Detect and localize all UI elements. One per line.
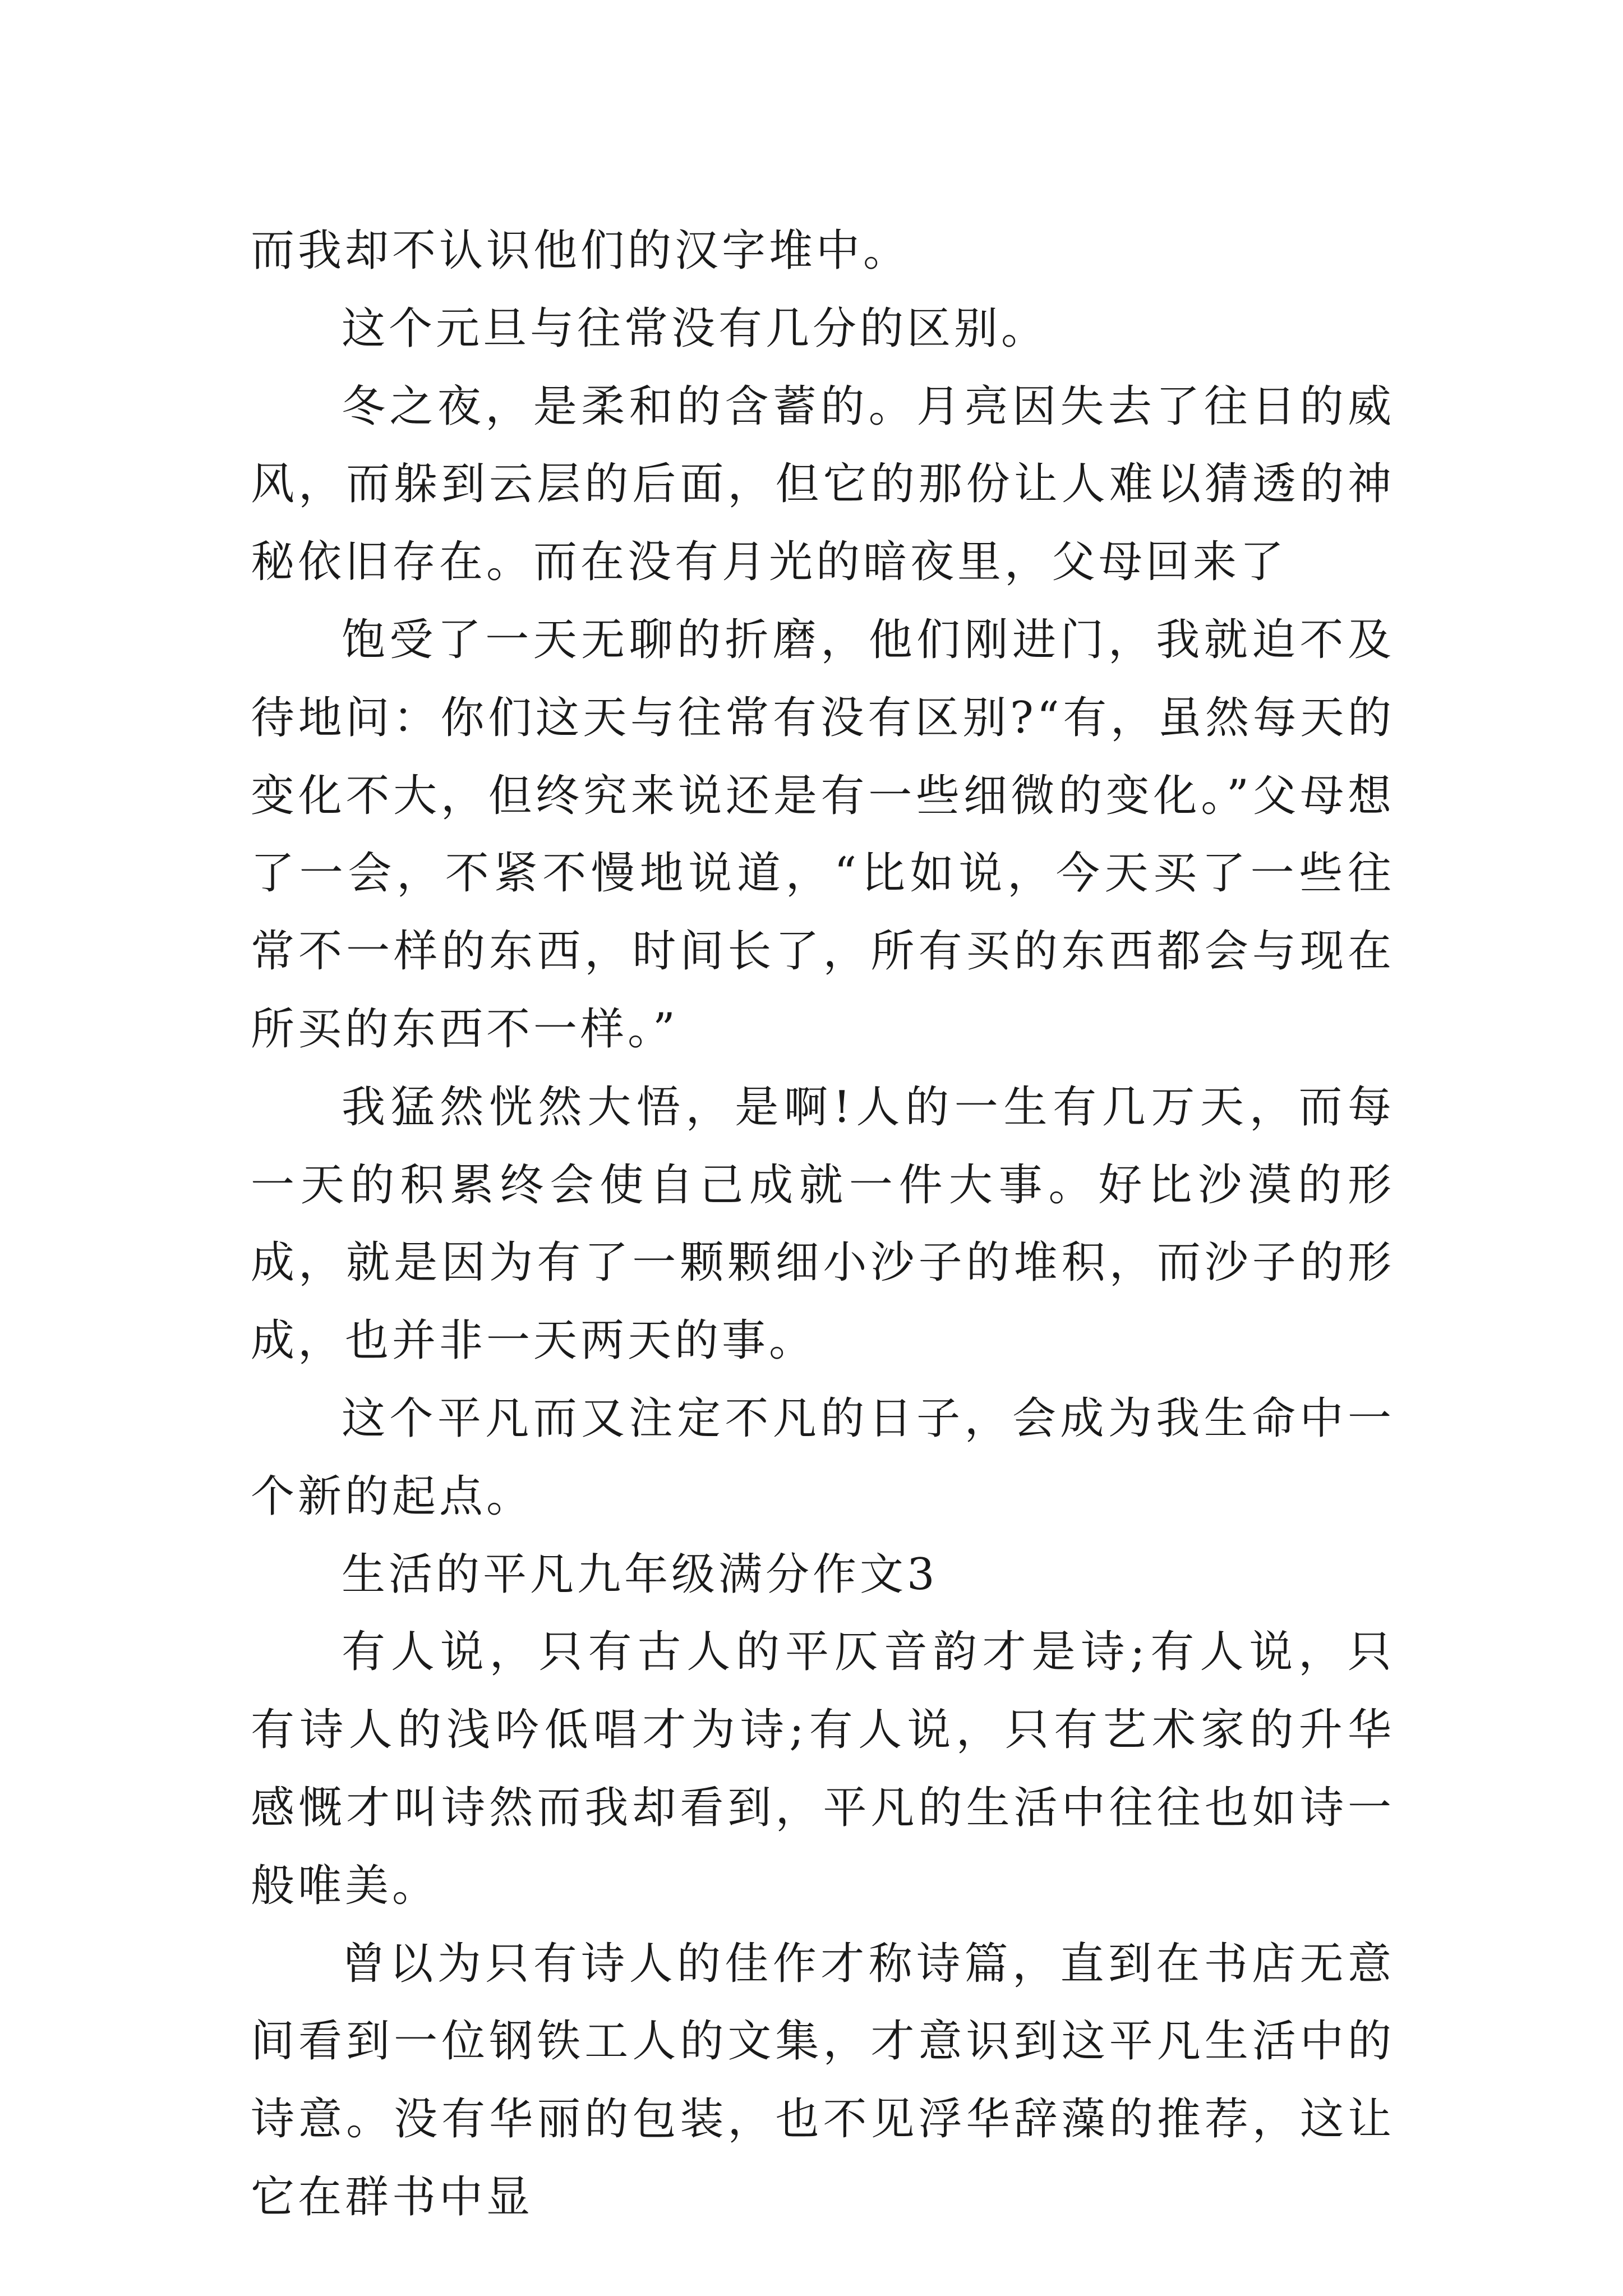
document-body [251,212,1395,2237]
paragraph: 冬之夜，是柔和的含蓄的。月亮因失去了往日的威风，而躲到云层的后面，但它的那份让人难以猜透的神秘依旧存在。而在没有月光的暗夜里，父母回来了 [251,381,1395,588]
section-heading: 生活的平凡九年级满分作文3 [342,1549,938,1600]
paragraph: 有人说，只有古人的平仄音韵才是诗;有人说，只有诗人的浅吟低唱才为诗;有人说，只有艺术家的升华感慨才叫诗然而我却看到，平凡的生活中往往也如诗一般唯美。 [251,1627,1395,1911]
paragraph: 这个平凡而又注定不凡的日子，会成为我生命中一个新的起点。 [251,1393,1395,1522]
paragraph: 饱受了一天无聊的折磨，他们刚进门，我就迫不及待地问：你们这天与往常有没有区别?“有，虽然每天的变化不大，但终究来说还是有一些细微的变化。”父母想了一会，不紧不慢地说道，“比如说，今天买了一些往常不一样的东西，时间长了，所有买的东西都会与现在所买的东西不一样。” [251,614,1395,1055]
paragraph: 曾以为只有诗人的佳作才称诗篇，直到在书店无意间看到一位钢铁工人的文集，才意识到这平凡生活中的诗意。没有华丽的包装，也不见浮华辞藻的推荐，这让它在群书中显 [251,1938,1395,2223]
paragraph: 我猛然恍然大悟，是啊!人的一生有几万天，而每一天的积累终会使自己成就一件大事。好比沙漠的形成，就是因为有了一颗颗细小沙子的堆积，而沙子的形成，也并非一天两天的事。 [251,1082,1395,1366]
paragraph: 这个元旦与往常没有几分的区别。 [342,303,1049,354]
paragraph: 而我却不认识他们的汉字堆中。 [251,226,911,276]
